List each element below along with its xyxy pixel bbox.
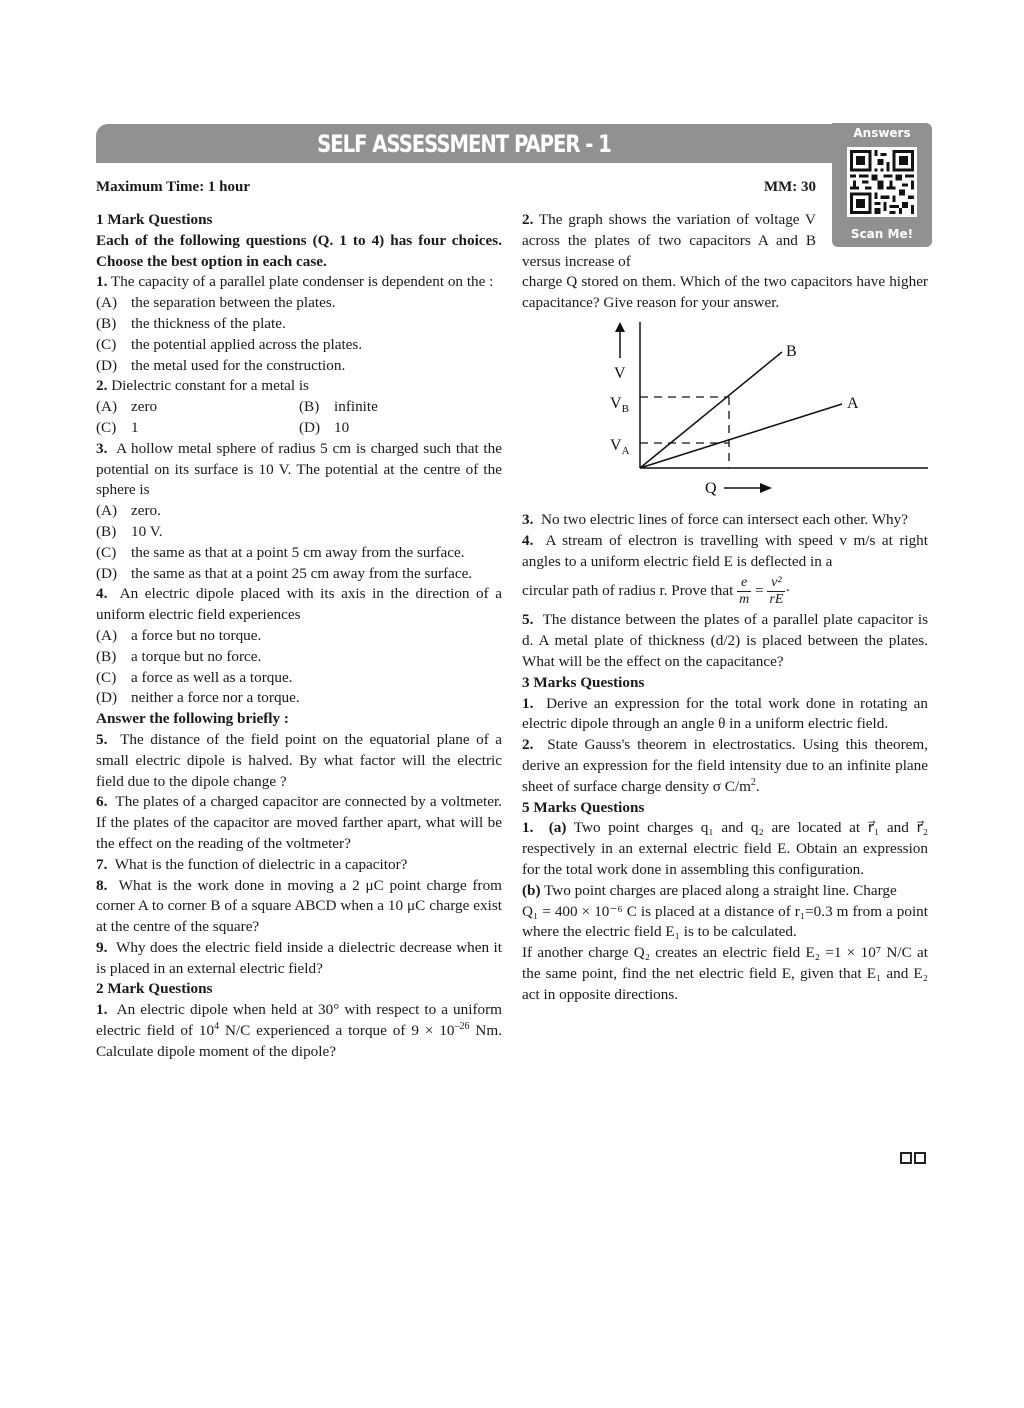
question-number: 3. xyxy=(96,439,108,457)
section-heading-5-mark: 5 Marks Questions xyxy=(522,798,645,816)
page-number-boxes-icon xyxy=(900,1152,926,1164)
question-number: 9. xyxy=(96,938,108,956)
option xyxy=(96,626,502,647)
question-1-mark-8 xyxy=(96,876,502,938)
numerator: v² xyxy=(767,575,785,592)
option-label: (D) xyxy=(96,689,118,707)
scan-me-label: Scan Me! xyxy=(850,227,914,241)
question-text: The graph shows the variation of voltage V across the plates of two capacitors A and B versus increase of xyxy=(522,211,816,270)
option-label: (A) xyxy=(96,626,118,644)
x-axis-label: Q xyxy=(705,479,717,497)
question-1-mark-6 xyxy=(96,792,502,854)
question-text: What is the work done in moving a 2 μC point charge from corner A to corner B of a square ABCD when a 10 μC charge exist at the centre of the square? xyxy=(96,876,502,936)
option xyxy=(96,335,502,356)
question-text: The distance of the field point on the equatorial plane of a small electric dipole is halved. By what factor will the electric field due to the dipole change ? xyxy=(96,730,502,790)
question-number: 2. xyxy=(96,377,108,395)
question-1-mark-7 xyxy=(96,855,502,876)
section-heading-brief: Answer the following briefly : xyxy=(96,710,289,728)
option-text: the separation between the plates. xyxy=(131,294,336,312)
question-1-mark-2 xyxy=(96,376,502,438)
section-heading-2-mark: 2 Mark Questions xyxy=(96,980,213,998)
exponent: 2 xyxy=(750,776,756,788)
question-text: circular path of radius r. Prove that xyxy=(522,582,734,600)
question-number: 8. xyxy=(96,876,108,894)
question-text: No two electric lines of force can intersect each other. Why? xyxy=(540,510,908,528)
option-text: infinite xyxy=(334,398,378,416)
question-text: A hollow metal sphere of radius 5 cm is charged such that the potential on its surface is 10 V. The potential at the centre of the sphere is xyxy=(96,439,502,499)
max-marks: MM: 30 xyxy=(763,179,816,195)
option-text: a force but no torque. xyxy=(131,626,262,644)
option-label: (D) xyxy=(96,356,118,374)
question-text: The capacity of a parallel plate condenser is dependent on the : xyxy=(110,273,494,291)
option-text: the potential applied across the plates. xyxy=(131,335,363,353)
option-text: the metal used for the construction. xyxy=(131,356,346,374)
denominator: rE xyxy=(769,592,784,608)
option-label: (A) xyxy=(96,294,118,312)
option xyxy=(299,418,502,439)
question-number: 3. xyxy=(522,510,534,528)
question-number: 7. xyxy=(96,855,108,873)
option-text: 1 xyxy=(131,418,139,436)
svg-text:A: A xyxy=(847,394,859,412)
section-heading-3-mark: 3 Marks Questions xyxy=(522,673,645,691)
question-2-mark-3 xyxy=(522,510,928,531)
option-label: (B) xyxy=(96,647,117,665)
exponent: 4 xyxy=(214,1021,220,1033)
option-label: (A) xyxy=(96,398,118,416)
option-text: neither a force nor a torque. xyxy=(131,689,300,707)
denominator: m xyxy=(739,592,750,608)
part-label: (b) xyxy=(522,881,541,899)
option-text: the same as that at a point 5 cm away from the surface. xyxy=(131,543,465,561)
option xyxy=(96,418,299,439)
option-text: zero xyxy=(131,398,158,416)
part-label: (a) xyxy=(548,819,567,837)
option xyxy=(96,501,502,522)
paper-title-banner xyxy=(96,124,832,163)
question-1-mark-5 xyxy=(96,730,502,792)
option-label: (B) xyxy=(299,398,320,416)
option xyxy=(96,564,502,585)
option xyxy=(96,543,502,564)
question-text: An electric dipole when held at 30° with respect to a uniform electric field of 10 xyxy=(96,1001,502,1040)
question-text: Two point charges are placed along a straight line. Charge xyxy=(544,881,897,899)
question-text: N/C experienced a torque of 9 × 10 xyxy=(219,1022,455,1040)
question-number: 6. xyxy=(96,793,108,811)
option-label: (A) xyxy=(96,502,118,520)
option xyxy=(96,397,299,418)
numerator: e xyxy=(737,575,751,592)
option-text: a force as well as a torque. xyxy=(131,668,293,686)
question-text: Dielectric constant for a metal is xyxy=(111,377,309,395)
question-2-mark-2 xyxy=(522,210,928,314)
question-2-mark-5 xyxy=(522,610,928,672)
question-text: The plates of a charged capacitor are connected by a voltmeter. If the plates of the capacitor are moved farther apart, what will be the effect on the reading of the voltmeter? xyxy=(96,793,502,852)
option-text: the same as that at a point 25 cm away from the surface. xyxy=(131,564,473,582)
question-text: A stream of electron is travelling with speed v m/s at right angles to a uniform electric field E is deflected in a xyxy=(522,531,928,570)
question-text: State Gauss's theorem in electrostatics. Using this theorem, derive an expression for the field intensity due to an infinite plane sheet of surface charge density σ C/m xyxy=(522,736,929,795)
right-column xyxy=(522,210,928,1006)
svg-text:B: B xyxy=(786,342,797,360)
question-5-mark-1 xyxy=(522,818,928,1005)
question-text: The distance between the plates of a parallel plate capacitor is d. A metal plate of thickness (d/2) is placed between the plates. What will be the effect on the capacitance? xyxy=(522,611,928,670)
question-text: Why does the electric field inside a dielectric decrease when it is placed in an external electric field? xyxy=(96,938,502,977)
y-axis-label: V xyxy=(614,364,626,382)
qr-code-icon[interactable] xyxy=(847,147,917,217)
question-3-mark-2 xyxy=(522,735,928,797)
option-label: (C) xyxy=(96,668,117,686)
option-label: (B) xyxy=(96,522,117,540)
question-text: Derive an expression for the total work done in rotating an electric dipole through an angle θ in a uniform electric field. xyxy=(522,694,929,733)
paper-title: SELF ASSESSMENT PAPER - 1 xyxy=(317,130,611,158)
left-column xyxy=(96,210,502,1063)
option-row xyxy=(96,418,502,439)
question-number: 1. xyxy=(96,1001,108,1019)
question-number: 4. xyxy=(96,585,108,603)
option-text: the thickness of the plate. xyxy=(131,314,286,332)
question-number: 2. xyxy=(522,211,534,228)
question-number: 1. xyxy=(522,694,534,712)
svg-text:VA: $V_A$ xyxy=(610,436,630,457)
question-text: Nm. Calculate dipole moment of the dipole? xyxy=(96,1022,502,1060)
option-label: (D) xyxy=(299,418,321,436)
question-2-mark-4 xyxy=(522,531,928,611)
punctuation: . xyxy=(755,777,760,795)
question-text: What is the function of dielectric in a capacitor? xyxy=(114,855,408,873)
question-number: 5. xyxy=(522,611,534,629)
option xyxy=(96,293,502,314)
option xyxy=(96,314,502,335)
option-label: (D) xyxy=(96,564,118,582)
option xyxy=(96,356,502,377)
option-label: (C) xyxy=(96,418,117,436)
option xyxy=(96,688,502,709)
option-label: (C) xyxy=(96,543,117,561)
exponent: –26 xyxy=(454,1021,470,1033)
option xyxy=(96,522,502,543)
question-number: 5. xyxy=(96,730,108,748)
svg-text:VB: $V_B$ xyxy=(610,394,629,415)
option-label: (C) xyxy=(96,335,117,353)
question-3-mark-1 xyxy=(522,694,928,736)
question-text: If another charge Q₂ creates an electric field E₂ =1 × 10⁷ N/C at the same point, find the net electric field E, given that E₁ and E₂ act in opposite directions. xyxy=(522,944,928,1003)
question-text: Two point charges q₁ and q₂ are located at r⃗₁ and r⃗₂ respectively in an external electric field E. Obtain an expression for the total work done in assembling this configuration. xyxy=(522,819,929,878)
option-text: 10 xyxy=(334,418,350,436)
question-number: 2. xyxy=(522,736,534,754)
option-text: zero. xyxy=(131,502,161,520)
answers-label: Answers xyxy=(853,126,911,140)
option-row xyxy=(96,397,502,418)
question-1-mark-9 xyxy=(96,938,502,980)
question-2-mark-1 xyxy=(96,1000,502,1062)
paper-meta xyxy=(96,177,816,197)
fraction xyxy=(737,575,751,608)
max-time: Maximum Time: 1 hour xyxy=(96,179,251,195)
option-label: (B) xyxy=(96,314,117,332)
option xyxy=(96,647,502,668)
question-text: Q₁ = 400 × 10⁻⁶ C is placed at a distance of r₁=0.3 m from a point where the electric field E₁ is to be calculated. xyxy=(522,902,928,941)
section-heading-1-mark: 1 Mark Questions xyxy=(96,211,213,228)
option xyxy=(299,397,502,418)
question-number: 1. xyxy=(96,273,108,291)
question-1-mark-1 xyxy=(96,272,502,376)
option-text: a torque but no force. xyxy=(131,647,262,665)
fraction xyxy=(767,575,785,608)
voltage-charge-graph xyxy=(522,318,928,508)
equation-line: circular path of radius r. Prove that $\frac{e}{m}$ = $\frac{\text{v²}}{rE}$ · xyxy=(522,575,791,608)
question-number: 1. xyxy=(522,819,534,837)
option xyxy=(96,668,502,689)
question-1-mark-4 xyxy=(96,584,502,709)
question-1-mark-3 xyxy=(96,439,502,585)
question-text: An electric dipole placed with its axis in the direction of a uniform electric field experiences xyxy=(96,585,502,624)
option-text: 10 V. xyxy=(131,522,163,540)
question-text: charge Q stored on them. Which of the two capacitors have higher capacitance? Give reason for your answer. xyxy=(522,273,928,312)
question-number: 4. xyxy=(522,531,534,549)
mcq-instruction: Each of the following questions (Q. 1 to 4) has four choices. Choose the best option in each case. xyxy=(96,231,502,270)
